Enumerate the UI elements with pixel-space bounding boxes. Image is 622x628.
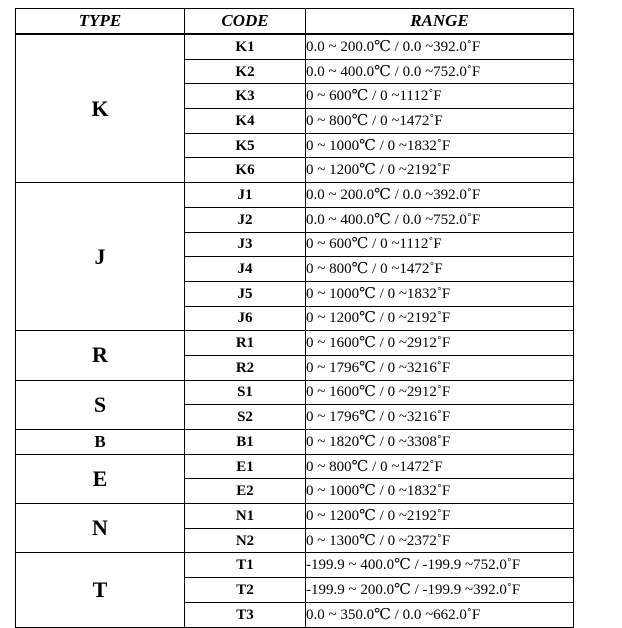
type-cell: R: [16, 331, 185, 380]
code-cell: K1: [185, 34, 306, 59]
code-cell: T3: [185, 602, 306, 627]
thermocouple-range-table: [15, 8, 574, 628]
type-cell: T: [16, 553, 185, 627]
range-cell: 0 ~ 600℃ / 0 ~1112˚F: [306, 84, 574, 109]
range-cell: 0 ~ 1796℃ / 0 ~3216˚F: [306, 405, 574, 430]
code-cell: E2: [185, 479, 306, 504]
type-cell: E: [16, 454, 185, 503]
range-cell: 0.0 ~ 400.0℃ / 0.0 ~752.0˚F: [306, 59, 574, 84]
range-cell: 0 ~ 1000℃ / 0 ~1832˚F: [306, 281, 574, 306]
code-cell: J3: [185, 232, 306, 257]
table-row: [16, 430, 574, 455]
table-row: [16, 331, 574, 356]
range-cell: 0.0 ~ 400.0℃ / 0.0 ~752.0˚F: [306, 207, 574, 232]
range-cell: 0.0 ~ 200.0℃ / 0.0 ~392.0˚F: [306, 34, 574, 59]
header-type: TYPE: [16, 9, 185, 35]
range-cell: 0 ~ 800℃ / 0 ~1472˚F: [306, 257, 574, 282]
range-cell: -199.9 ~ 200.0℃ / -199.9 ~392.0˚F: [306, 578, 574, 603]
code-cell: J4: [185, 257, 306, 282]
code-cell: R2: [185, 355, 306, 380]
type-cell: S: [16, 380, 185, 429]
code-cell: K2: [185, 59, 306, 84]
range-cell: 0 ~ 1000℃ / 0 ~1832˚F: [306, 479, 574, 504]
table-body: [16, 34, 574, 627]
table-row: [16, 380, 574, 405]
range-cell: 0 ~ 600℃ / 0 ~1112˚F: [306, 232, 574, 257]
table-row: [16, 504, 574, 529]
type-cell: B: [16, 430, 185, 455]
code-cell: N1: [185, 504, 306, 529]
range-cell: 0 ~ 800℃ / 0 ~1472˚F: [306, 454, 574, 479]
range-cell: 0.0 ~ 350.0℃ / 0.0 ~662.0˚F: [306, 602, 574, 627]
range-cell: 0.0 ~ 200.0℃ / 0.0 ~392.0˚F: [306, 183, 574, 208]
code-cell: E1: [185, 454, 306, 479]
code-cell: J5: [185, 281, 306, 306]
range-cell: 0 ~ 1300℃ / 0 ~2372˚F: [306, 528, 574, 553]
code-cell: T1: [185, 553, 306, 578]
type-cell: K: [16, 34, 185, 183]
range-cell: 0 ~ 800℃ / 0 ~1472˚F: [306, 109, 574, 134]
header-row: [16, 9, 574, 35]
range-cell: 0 ~ 1000℃ / 0 ~1832˚F: [306, 133, 574, 158]
range-cell: 0 ~ 1200℃ / 0 ~2192˚F: [306, 306, 574, 331]
range-cell: 0 ~ 1200℃ / 0 ~2192˚F: [306, 158, 574, 183]
type-cell: N: [16, 504, 185, 553]
code-cell: J2: [185, 207, 306, 232]
code-cell: B1: [185, 430, 306, 455]
range-cell: 0 ~ 1796℃ / 0 ~3216˚F: [306, 355, 574, 380]
code-cell: S1: [185, 380, 306, 405]
table-row: [16, 183, 574, 208]
range-cell: 0 ~ 1600℃ / 0 ~2912˚F: [306, 331, 574, 356]
code-cell: J1: [185, 183, 306, 208]
table-row: [16, 454, 574, 479]
code-cell: N2: [185, 528, 306, 553]
code-cell: K3: [185, 84, 306, 109]
header-range: RANGE: [306, 9, 574, 35]
type-cell: J: [16, 183, 185, 331]
code-cell: K5: [185, 133, 306, 158]
range-cell: 0 ~ 1200℃ / 0 ~2192˚F: [306, 504, 574, 529]
code-cell: J6: [185, 306, 306, 331]
code-cell: K4: [185, 109, 306, 134]
code-cell: S2: [185, 405, 306, 430]
range-cell: -199.9 ~ 400.0℃ / -199.9 ~752.0˚F: [306, 553, 574, 578]
range-cell: 0 ~ 1820℃ / 0 ~3308˚F: [306, 430, 574, 455]
header-code: CODE: [185, 9, 306, 35]
code-cell: K6: [185, 158, 306, 183]
range-cell: 0 ~ 1600℃ / 0 ~2912˚F: [306, 380, 574, 405]
code-cell: T2: [185, 578, 306, 603]
table-row: [16, 34, 574, 59]
code-cell: R1: [185, 331, 306, 356]
table-row: [16, 553, 574, 578]
